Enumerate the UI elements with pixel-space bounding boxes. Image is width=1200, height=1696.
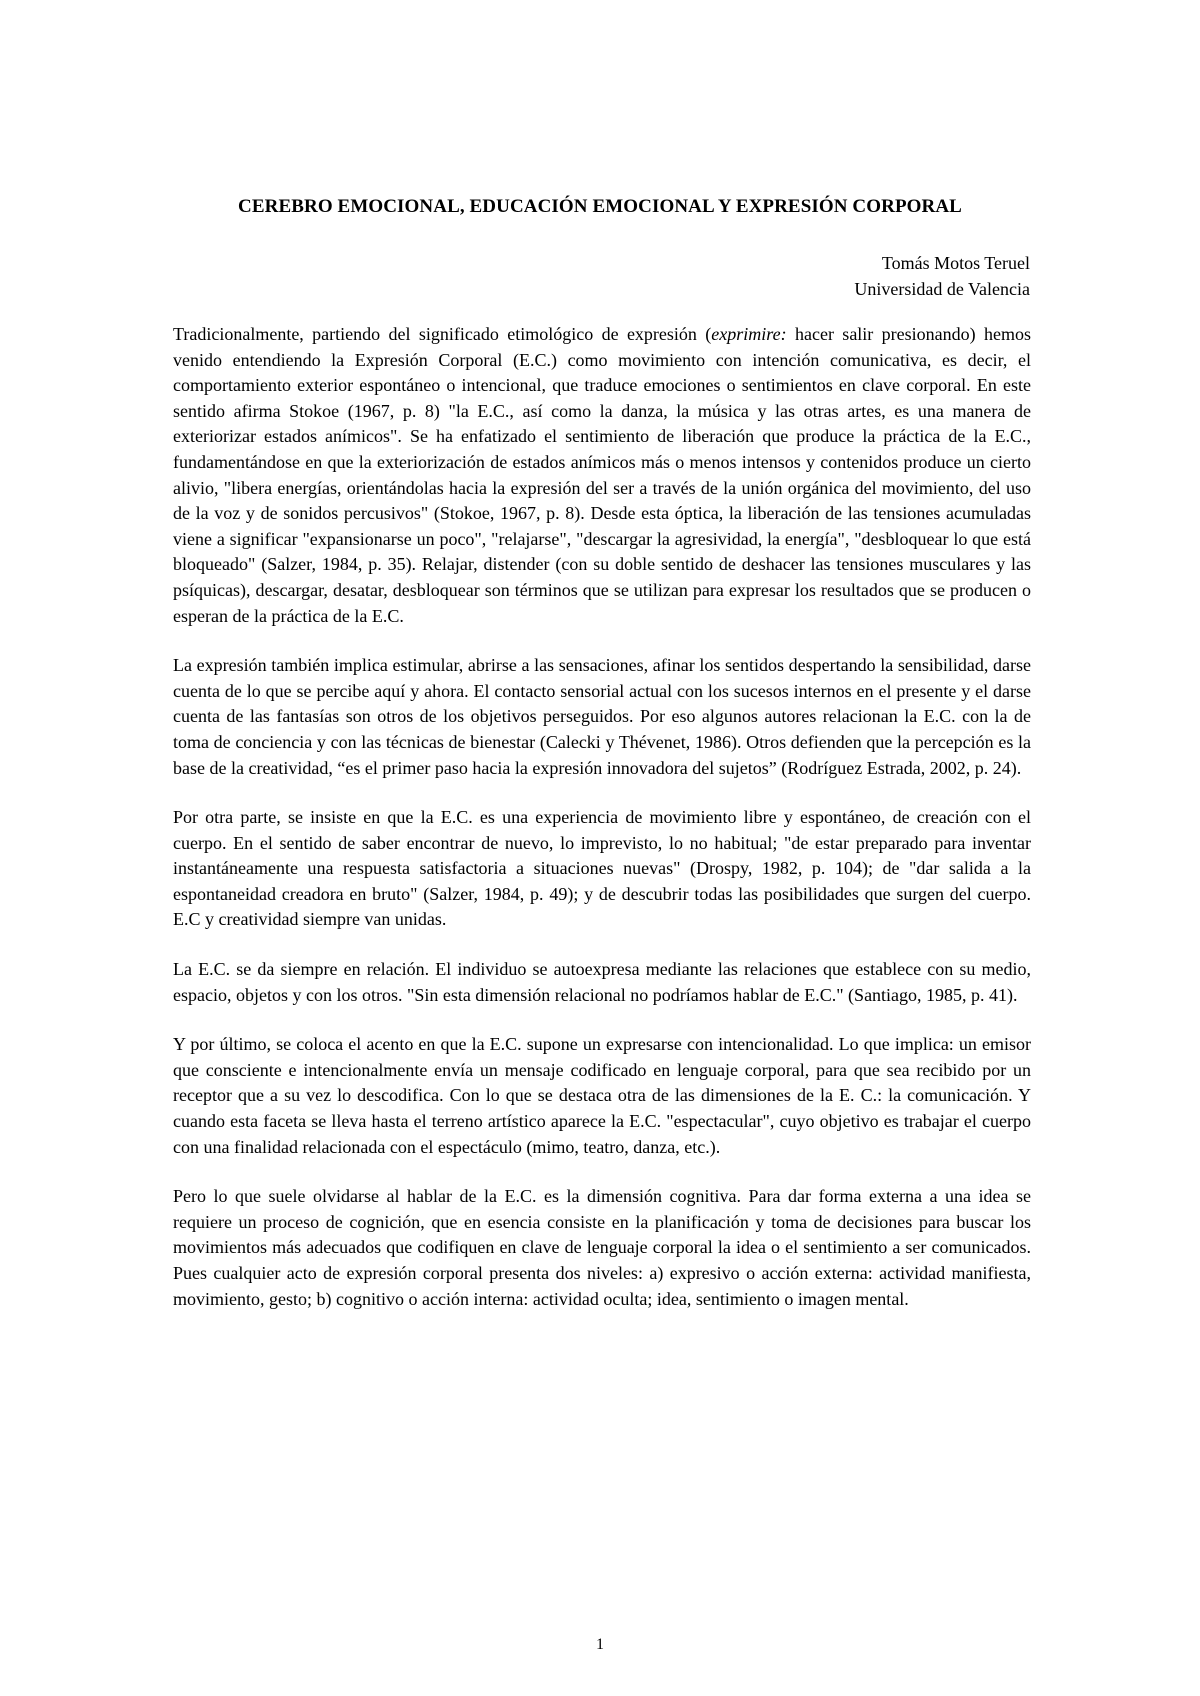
paragraph-1-rest: hacer salir presionando) hemos venido entendiendo la Expresión Corporal (E.C.) como movimiento con intención comunicativa, es decir, el comportamiento exterior espontáneo o intencional, que traduce emociones o sentimientos en clave corporal. En este sentido afirma Stokoe (1967, p. 8) "la E.C., así como la danza, la música y las otras artes, es una manera de exteriorizar estados anímicos". Se ha enfatizado el sentimiento de liberación que produce la práctica de la E.C., fundamentándose en que la exteriorización de estados anímicos más o menos intensos y contenidos produce un cierto alivio, "libera energías, orientándolas hacia la expresión del ser a través de la unión orgánica del movimiento, del uso de la voz y de sonidos percusivos" (Stokoe, 1967, p. 8). Desde esta óptica, la liberación de las tensiones acumuladas viene a significar "expansionarse un poco", "relajarse", "descargar la agresividad, la energía", "desbloquear lo que está bloqueado" (Salzer, 1984, p. 35). Relajar, distender (con su doble sentido de deshacer las tensiones musculares y las psíquicas), descargar, desatar, desbloquear son términos que se utilizan para expresar los resultados que se producen o esperan de la práctica de la E.C. [173,324,1032,626]
paragraph-4: La E.C. se da siempre en relación. El individuo se autoexpresa mediante las relaciones que establece con su medio, espacio, objetos y con los otros. "Sin esta dimensión relacional no podríamos hablar de E.C." (Santiago, 1985, p. 41). [173,959,1031,1005]
paragraph-2: La expresión también implica estimular, abrirse a las sensaciones, afinar los sentidos despertando la sensibilidad, darse cuenta de lo que se percibe aquí y ahora. El contacto sensorial actual con los sucesos internos en el presente y el darse cuenta de las fantasías son otros de los objetivos perseguidos. Por eso algunos autores relacionan la E.C. con la de toma de conciencia y con las técnicas de bienestar (Calecki y Thévenet, 1986). Otros defienden que la percepción es la base de la creatividad, “es el primer paso hacia la expresión innovadora del sujetos” (Rodríguez Estrada, 2002, p. 24). [173,655,1031,778]
paragraph-5: Y por último, se coloca el acento en que la E.C. supone un expresarse con intencionalidad. Lo que implica: un emisor que consciente e intencionalmente envía un mensaje codificado en lenguaje corporal, para que sea recibido por un receptor que a su vez lo descodifica. Con lo que se destaca otra de las dimensiones de la E. C.: la comunicación. Y cuando esta faceta se lleva hasta el terreno artístico aparece la E.C. "espectacular", cuyo objetivo es trabajar el cuerpo con una finalidad relacionada con el espectáculo (mimo, teatro, danza, etc.). [173,1034,1031,1157]
author-block [854,250,1030,302]
paragraph-1 [173,322,1031,629]
author-affiliation: Universidad de Valencia [854,279,1030,299]
document-title: CEREBRO EMOCIONAL, EDUCACIÓN EMOCIONAL Y EXPRESIÓN CORPORAL [238,196,962,217]
page-number: 1 [596,1636,604,1653]
author-name: Tomás Motos Teruel [881,253,1030,273]
paragraph-6: Pero lo que suele olvidarse al hablar de la E.C. es la dimensión cognitiva. Para dar forma externa a una idea se requiere un proceso de cognición, que en esencia consiste en la planificación y toma de decisiones para buscar los movimientos más adecuados que codifiquen en clave de lenguaje corporal la idea o el sentimiento a ser comunicados. Pues cualquier acto de expresión corporal presenta dos niveles: a) expresivo o acción externa: actividad manifiesta, movimiento, gesto; b) cognitivo o acción interna: actividad oculta; idea, sentimiento o imagen mental. [173,1186,1031,1309]
paragraph-1-start: Tradicionalmente, partiendo del significado etimológico de expresión ( [173,324,712,344]
document-body [173,322,1031,1336]
paragraph-1-italic-term: exprimire: [711,324,787,344]
paragraph-3: Por otra parte, se insiste en que la E.C. es una experiencia de movimiento libre y espontáneo, de creación con el cuerpo. En el sentido de saber encontrar de nuevo, lo imprevisto, lo no habitual; "de estar preparado para inventar instantáneamente una respuesta satisfactoria a situaciones nuevas" (Drospy, 1982, p. 104); de "dar salida a la espontaneidad creadora en bruto" (Salzer, 1984, p. 49); y de descubrir todas las posibilidades que surgen del cuerpo. E.C y creatividad siempre van unidas. [173,807,1031,930]
